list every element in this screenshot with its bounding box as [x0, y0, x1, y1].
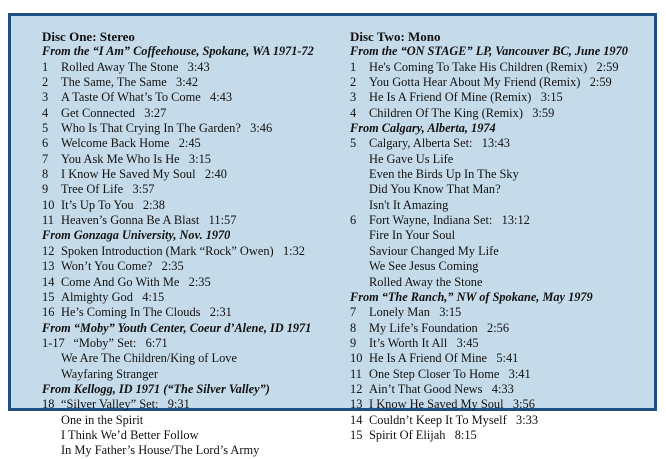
track-number: 16: [42, 305, 55, 320]
track-row: [42, 198, 342, 213]
track-row: [42, 167, 342, 182]
track-number: 5: [350, 136, 357, 151]
track-number: 1-17: [42, 335, 65, 350]
track-title: I Know He Saved My Soul 2:40: [61, 167, 227, 182]
track-number: 11: [350, 366, 362, 381]
set-song-row: [350, 275, 650, 290]
track-title: He’s Coming In The Clouds 2:31: [61, 305, 232, 320]
track-number: 9: [350, 335, 357, 350]
set-song-row: [42, 351, 342, 366]
track-row: [42, 152, 342, 167]
track-title: Tree Of Life 3:57: [61, 182, 155, 197]
track-title: It’s Worth It All 3:45: [369, 335, 479, 350]
set-song-title: Fire In Your Soul: [369, 228, 456, 243]
disc-heading: Disc One: Stereo: [42, 29, 135, 44]
track-number: 10: [350, 351, 363, 366]
track-row: [350, 367, 650, 382]
track-title: The Same, The Same 3:42: [61, 75, 199, 90]
track-number: 14: [350, 412, 363, 427]
set-song-title: We See Jesus Coming: [369, 259, 479, 274]
track-row: [350, 397, 650, 412]
track-number: 15: [42, 289, 55, 304]
set-song-row: [350, 182, 650, 197]
track-number: 4: [350, 105, 357, 120]
venue-heading: From the “I Am” Coffeehouse, Spokane, WA 1971-72: [42, 44, 314, 59]
track-number: 15: [350, 427, 363, 442]
track-title: You Ask Me Who Is He 3:15: [61, 151, 211, 166]
track-row: [42, 121, 342, 136]
track-row: [42, 60, 342, 75]
track-title: Get Connected 3:27: [61, 105, 167, 120]
track-row: [350, 136, 650, 151]
track-title: Won’t You Come? 2:35: [61, 259, 184, 274]
track-row: [350, 351, 650, 366]
set-song-row: [350, 244, 650, 259]
set-song-row: [350, 228, 650, 243]
track-title: Fort Wayne, Indiana Set: 13:12: [369, 213, 530, 228]
track-row: [42, 336, 342, 351]
track-row: [350, 75, 650, 90]
set-song-title: Did You Know That Man?: [369, 182, 501, 197]
track-title: Come And Go With Me 2:35: [61, 274, 211, 289]
set-song-row: [42, 367, 342, 382]
track-title: Calgary, Alberta Set: 13:43: [369, 136, 510, 151]
set-song-title: Isn't It Amazing: [369, 197, 449, 212]
track-number: 12: [42, 243, 55, 258]
set-song-title: Rolled Away the Stone: [369, 274, 483, 289]
venue-heading: From “The Ranch,” NW of Spokane, May 1979: [350, 289, 593, 304]
track-row: [42, 397, 342, 412]
track-title: He Is A Friend Of Mine 5:41: [369, 351, 519, 366]
track-title: He's Coming To Take His Children (Remix) 2:59: [369, 59, 619, 74]
track-number: 18: [42, 397, 55, 412]
track-number: 13: [42, 259, 55, 274]
disc-heading: Disc Two: Mono: [350, 29, 441, 44]
track-title: Heaven’s Gonna Be A Blast 11:57: [61, 213, 237, 228]
track-row: [350, 60, 650, 75]
track-row: [350, 90, 650, 105]
track-row: [42, 106, 342, 121]
track-row: [350, 382, 650, 397]
track-title: Couldn’t Keep It To Myself 3:33: [369, 412, 539, 427]
track-title: Almighty God 4:15: [61, 289, 165, 304]
track-title: Spoken Introduction (Mark “Rock” Owen) 1:32: [61, 243, 305, 258]
track-number: 8: [350, 320, 357, 335]
track-row: [42, 305, 342, 320]
set-song-title: I Think We’d Better Follow: [61, 427, 199, 442]
track-row: [350, 321, 650, 336]
track-row: [42, 213, 342, 228]
track-title: One Step Closer To Home 3:41: [369, 366, 531, 381]
track-title: I Know He Saved My Soul 3:56: [369, 397, 535, 412]
track-number: 7: [350, 305, 357, 320]
set-song-title: He Gave Us Life: [369, 151, 454, 166]
set-song-row: [350, 198, 650, 213]
track-number: 3: [350, 90, 357, 105]
track-title: “Moby” Set: 6:71: [61, 335, 168, 350]
track-number: 2: [350, 75, 357, 90]
track-number: 7: [42, 151, 49, 166]
track-row: [42, 275, 342, 290]
venue-heading: From “Moby” Youth Center, Coeur d’Alene, ID 1971: [42, 320, 312, 335]
track-title: Rolled Away The Stone 3:43: [61, 59, 210, 74]
track-title: “Silver Valley” Set: 9:31: [61, 397, 190, 412]
track-title: A Taste Of What’s To Come 4:43: [61, 90, 233, 105]
set-song-row: [350, 167, 650, 182]
track-number: 14: [42, 274, 55, 289]
set-song-title: Even the Birds Up In The Sky: [369, 167, 519, 182]
track-row: [42, 244, 342, 259]
track-number: 6: [42, 136, 49, 151]
set-song-row: [42, 428, 342, 443]
track-number: 9: [42, 182, 49, 197]
track-number: 1: [350, 59, 357, 74]
track-row: [350, 106, 650, 121]
track-number: 2: [42, 75, 49, 90]
set-song-row: [350, 152, 650, 167]
track-title: Who Is That Crying In The Garden? 3:46: [61, 121, 273, 136]
track-title: Children Of The King (Remix) 3:59: [369, 105, 555, 120]
track-number: 5: [42, 121, 49, 136]
track-row: [42, 259, 342, 274]
track-title: Ain’t That Good News 4:33: [369, 381, 514, 396]
track-row: [42, 182, 342, 197]
set-song-row: [42, 443, 342, 458]
track-row: [42, 90, 342, 105]
disc-two-column: [350, 29, 650, 443]
disc-one-column: [42, 29, 342, 459]
venue-heading: From the “ON STAGE” LP, Vancouver BC, June 1970: [350, 44, 628, 59]
set-song-title: Saviour Changed My Life: [369, 243, 499, 258]
set-song-title: We Are The Children/King of Love: [61, 351, 237, 366]
track-row: [350, 428, 650, 443]
set-song-title: One in the Spirit: [61, 412, 144, 427]
track-title: Welcome Back Home 2:45: [61, 136, 201, 151]
track-number: 4: [42, 105, 49, 120]
track-number: 3: [42, 90, 49, 105]
venue-heading: From Calgary, Alberta, 1974: [350, 121, 496, 136]
track-number: 1: [42, 59, 49, 74]
track-number: 8: [42, 167, 49, 182]
track-number: 6: [350, 213, 357, 228]
track-row: [350, 213, 650, 228]
track-row: [350, 413, 650, 428]
track-row: [42, 136, 342, 151]
track-row: [42, 75, 342, 90]
track-number: 12: [350, 381, 363, 396]
venue-heading: From Gonzaga University, Nov. 1970: [42, 228, 231, 243]
set-song-row: [350, 259, 650, 274]
set-song-row: [42, 413, 342, 428]
set-song-title: In My Father’s House/The Lord’s Army: [61, 443, 260, 458]
track-number: 11: [42, 213, 54, 228]
track-row: [350, 336, 650, 351]
track-title: It’s Up To You 2:38: [61, 197, 165, 212]
track-number: 13: [350, 397, 363, 412]
track-number: 10: [42, 197, 55, 212]
track-row: [350, 305, 650, 320]
track-title: He Is A Friend Of Mine (Remix) 3:15: [369, 90, 563, 105]
track-row: [42, 290, 342, 305]
set-song-title: Wayfaring Stranger: [61, 366, 159, 381]
track-title: Spirit Of Elijah 8:15: [369, 427, 477, 442]
venue-heading: From Kellogg, ID 1971 (“The Silver Valley”): [42, 381, 270, 396]
track-title: My Life’s Foundation 2:56: [369, 320, 510, 335]
track-title: Lonely Man 3:15: [369, 305, 462, 320]
tracklist-card: [8, 13, 657, 458]
track-title: You Gotta Hear About My Friend (Remix) 2:59: [369, 75, 612, 90]
